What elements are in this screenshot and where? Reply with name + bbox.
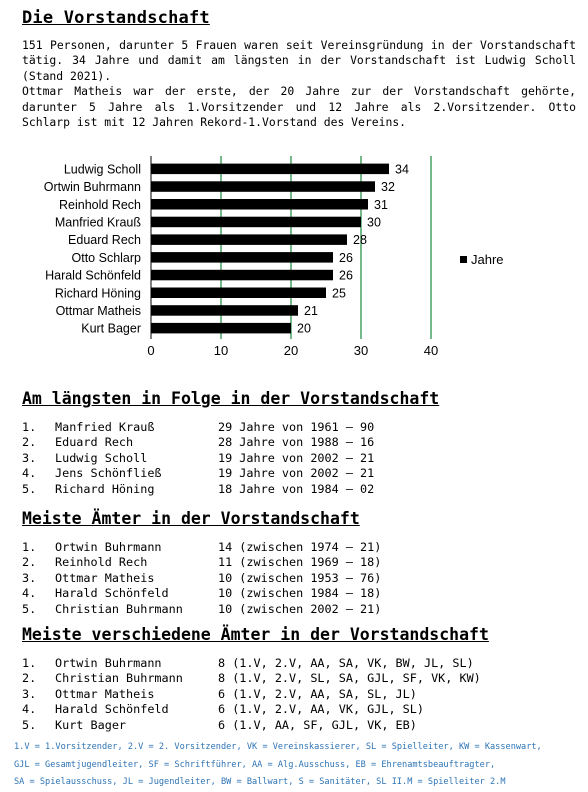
x-tick-label: 40	[423, 343, 439, 358]
member-name: Eduard Rech	[55, 435, 134, 450]
x-tick-label: 30	[353, 343, 369, 358]
intro-text	[22, 38, 576, 130]
bar	[151, 181, 375, 192]
y-category-label: Harald Schönfeld	[45, 268, 141, 283]
member-name: Reinhold Rech	[55, 555, 148, 570]
member-name: Manfried Krauß	[55, 420, 155, 434]
bar	[151, 217, 361, 228]
member-name: Jens Schönfließ	[55, 466, 162, 481]
y-category-label: Otto Schlarp	[71, 250, 141, 265]
bar	[151, 252, 333, 263]
footnote-line: SA = Spielausschuss, JL = Jugendleiter, BW = Ballwart, S = Sanitäter, SL II.M = Spielleiter 2.M	[14, 777, 506, 788]
data-label: 21	[304, 303, 318, 318]
y-category-label: Richard Höning	[54, 286, 141, 301]
page-title: Die Vorstandschaft	[22, 8, 210, 28]
bar	[151, 323, 291, 334]
member-name: Richard Höning	[55, 481, 155, 496]
ranking-value: 19 Jahre von 2002 – 21	[218, 450, 375, 465]
member-name: Ortwin Buhrmann	[55, 656, 162, 670]
y-category-label: Eduard Rech	[68, 233, 141, 248]
rank-number: 1.	[22, 656, 37, 670]
rank-number: 4.	[22, 586, 37, 601]
ranking-value: 10 (zwischen 1984 – 18)	[218, 586, 382, 601]
member-name: Ludwig Scholl	[55, 450, 148, 465]
y-category-label: Ottmar Matheis	[55, 303, 141, 318]
data-label: 32	[381, 180, 395, 195]
section-title-most-offices: Meiste Ämter in der Vorstandschaft	[22, 509, 360, 528]
bar	[151, 305, 298, 316]
x-tick-label: 10	[213, 343, 229, 358]
ranking-value: 14 (zwischen 1974 – 21)	[218, 540, 382, 554]
y-category-label: Ortwin Buhrmann	[43, 180, 141, 195]
data-label: 34	[395, 162, 409, 177]
ranking-value: 6 (1.V, 2.V, AA, VK, GJL, SL)	[218, 702, 424, 717]
rank-number: 4.	[22, 466, 37, 481]
data-label: 28	[353, 233, 367, 248]
rank-number: 1.	[22, 540, 37, 554]
member-name: Harald Schönfeld	[55, 586, 169, 601]
x-tick-label: 20	[283, 343, 299, 358]
rank-number: 3.	[22, 570, 37, 585]
section-title-longest: Am längsten in Folge in der Vorstandschaft	[22, 389, 440, 408]
intro-paragraph-1: 151 Personen, darunter 5 Frauen waren seit Vereinsgründung in der Vorstandschaft tätig. 34 Jahre und damit am längsten in der Vorstandschaft ist Ludwig Scholl (Stand 2021).	[22, 38, 576, 83]
rank-number: 2.	[22, 555, 37, 570]
data-label: 25	[332, 286, 346, 301]
member-name: Harald Schönfeld	[55, 702, 169, 717]
rank-number: 5.	[22, 481, 37, 496]
bar	[151, 288, 326, 299]
years-bar-chart	[0, 150, 588, 375]
data-label: 30	[367, 215, 381, 230]
y-category-label: Manfried Krauß	[54, 215, 141, 230]
ranking-value: 8 (1.V, 2.V, SL, SA, GJL, SF, VK, KW)	[218, 671, 481, 686]
ranking-value: 19 Jahre von 2002 – 21	[218, 466, 375, 481]
data-label: 31	[374, 197, 388, 212]
rank-number: 1.	[22, 420, 37, 434]
ranking-value: 28 Jahre von 1988 – 16	[218, 435, 375, 450]
rank-number: 5.	[22, 717, 37, 732]
member-name: Ottmar Matheis	[55, 686, 155, 701]
rank-number: 3.	[22, 686, 37, 701]
member-name: Christian Buhrmann	[55, 601, 183, 616]
y-category-label: Reinhold Rech	[59, 197, 141, 212]
bar	[151, 270, 333, 281]
data-label: 20	[297, 321, 311, 336]
ranking-value: 8 (1.V, 2.V, AA, SA, VK, BW, JL, SL)	[218, 656, 474, 670]
abbreviation-footnote	[14, 739, 580, 792]
section-title-most-different-offices: Meiste verschiedene Ämter in der Vorstandschaft	[22, 625, 489, 644]
member-name: Ortwin Buhrmann	[55, 540, 162, 554]
ranking-value: 10 (zwischen 2002 – 21)	[218, 601, 382, 616]
ranking-value: 18 Jahre von 1984 – 02	[218, 481, 375, 496]
member-name: Christian Buhrmann	[55, 671, 183, 686]
member-name: Ottmar Matheis	[55, 570, 155, 585]
ranking-value: 10 (zwischen 1953 – 76)	[218, 570, 382, 585]
bar	[151, 234, 347, 245]
ranking-value: 29 Jahre von 1961 – 90	[218, 420, 375, 434]
rank-number: 2.	[22, 435, 37, 450]
data-label: 26	[339, 250, 353, 265]
data-label: 26	[339, 268, 353, 283]
x-tick-label: 0	[147, 343, 155, 358]
footnote-line: GJL = Gesamtjugendleiter, SF = Schriftführer, AA = Alg.Ausschuss, EB = Ehrenamtsbeauftragter,	[14, 759, 496, 770]
footnote-line: 1.V = 1.Vorsitzender, 2.V = 2. Vorsitzender, VK = Vereinskassierer, SL = Spielleiter, KW = Kassenwart,	[14, 742, 542, 752]
rank-number: 2.	[22, 671, 37, 686]
ranking-value: 6 (1.V, 2.V, AA, SA, SL, JL)	[218, 686, 417, 701]
intro-paragraph-2: Ottmar Matheis war der erste, der 20 Jahre zur der Vorstandschaft gehörte, darunter 5 Jahre als 1.Vorsitzender und 12 Jahre als 2.Vorsitzender. Otto Schlarp ist mit 12 Jahren Rekord-1.Vorstand des Vereins.	[22, 84, 576, 130]
rank-number: 4.	[22, 702, 37, 717]
member-name: Kurt Bager	[55, 717, 127, 732]
y-category-label: Kurt Bager	[81, 321, 141, 336]
bar	[151, 164, 389, 175]
ranking-value: 11 (zwischen 1969 – 18)	[218, 555, 382, 570]
legend-swatch	[460, 256, 467, 263]
y-category-label: Ludwig Scholl	[63, 162, 141, 177]
rank-number: 5.	[22, 601, 37, 616]
legend-label: Jahre	[471, 252, 504, 267]
ranking-value: 6 (1.V, AA, SF, GJL, VK, EB)	[218, 717, 417, 732]
rank-number: 3.	[22, 450, 37, 465]
bar	[151, 199, 368, 210]
